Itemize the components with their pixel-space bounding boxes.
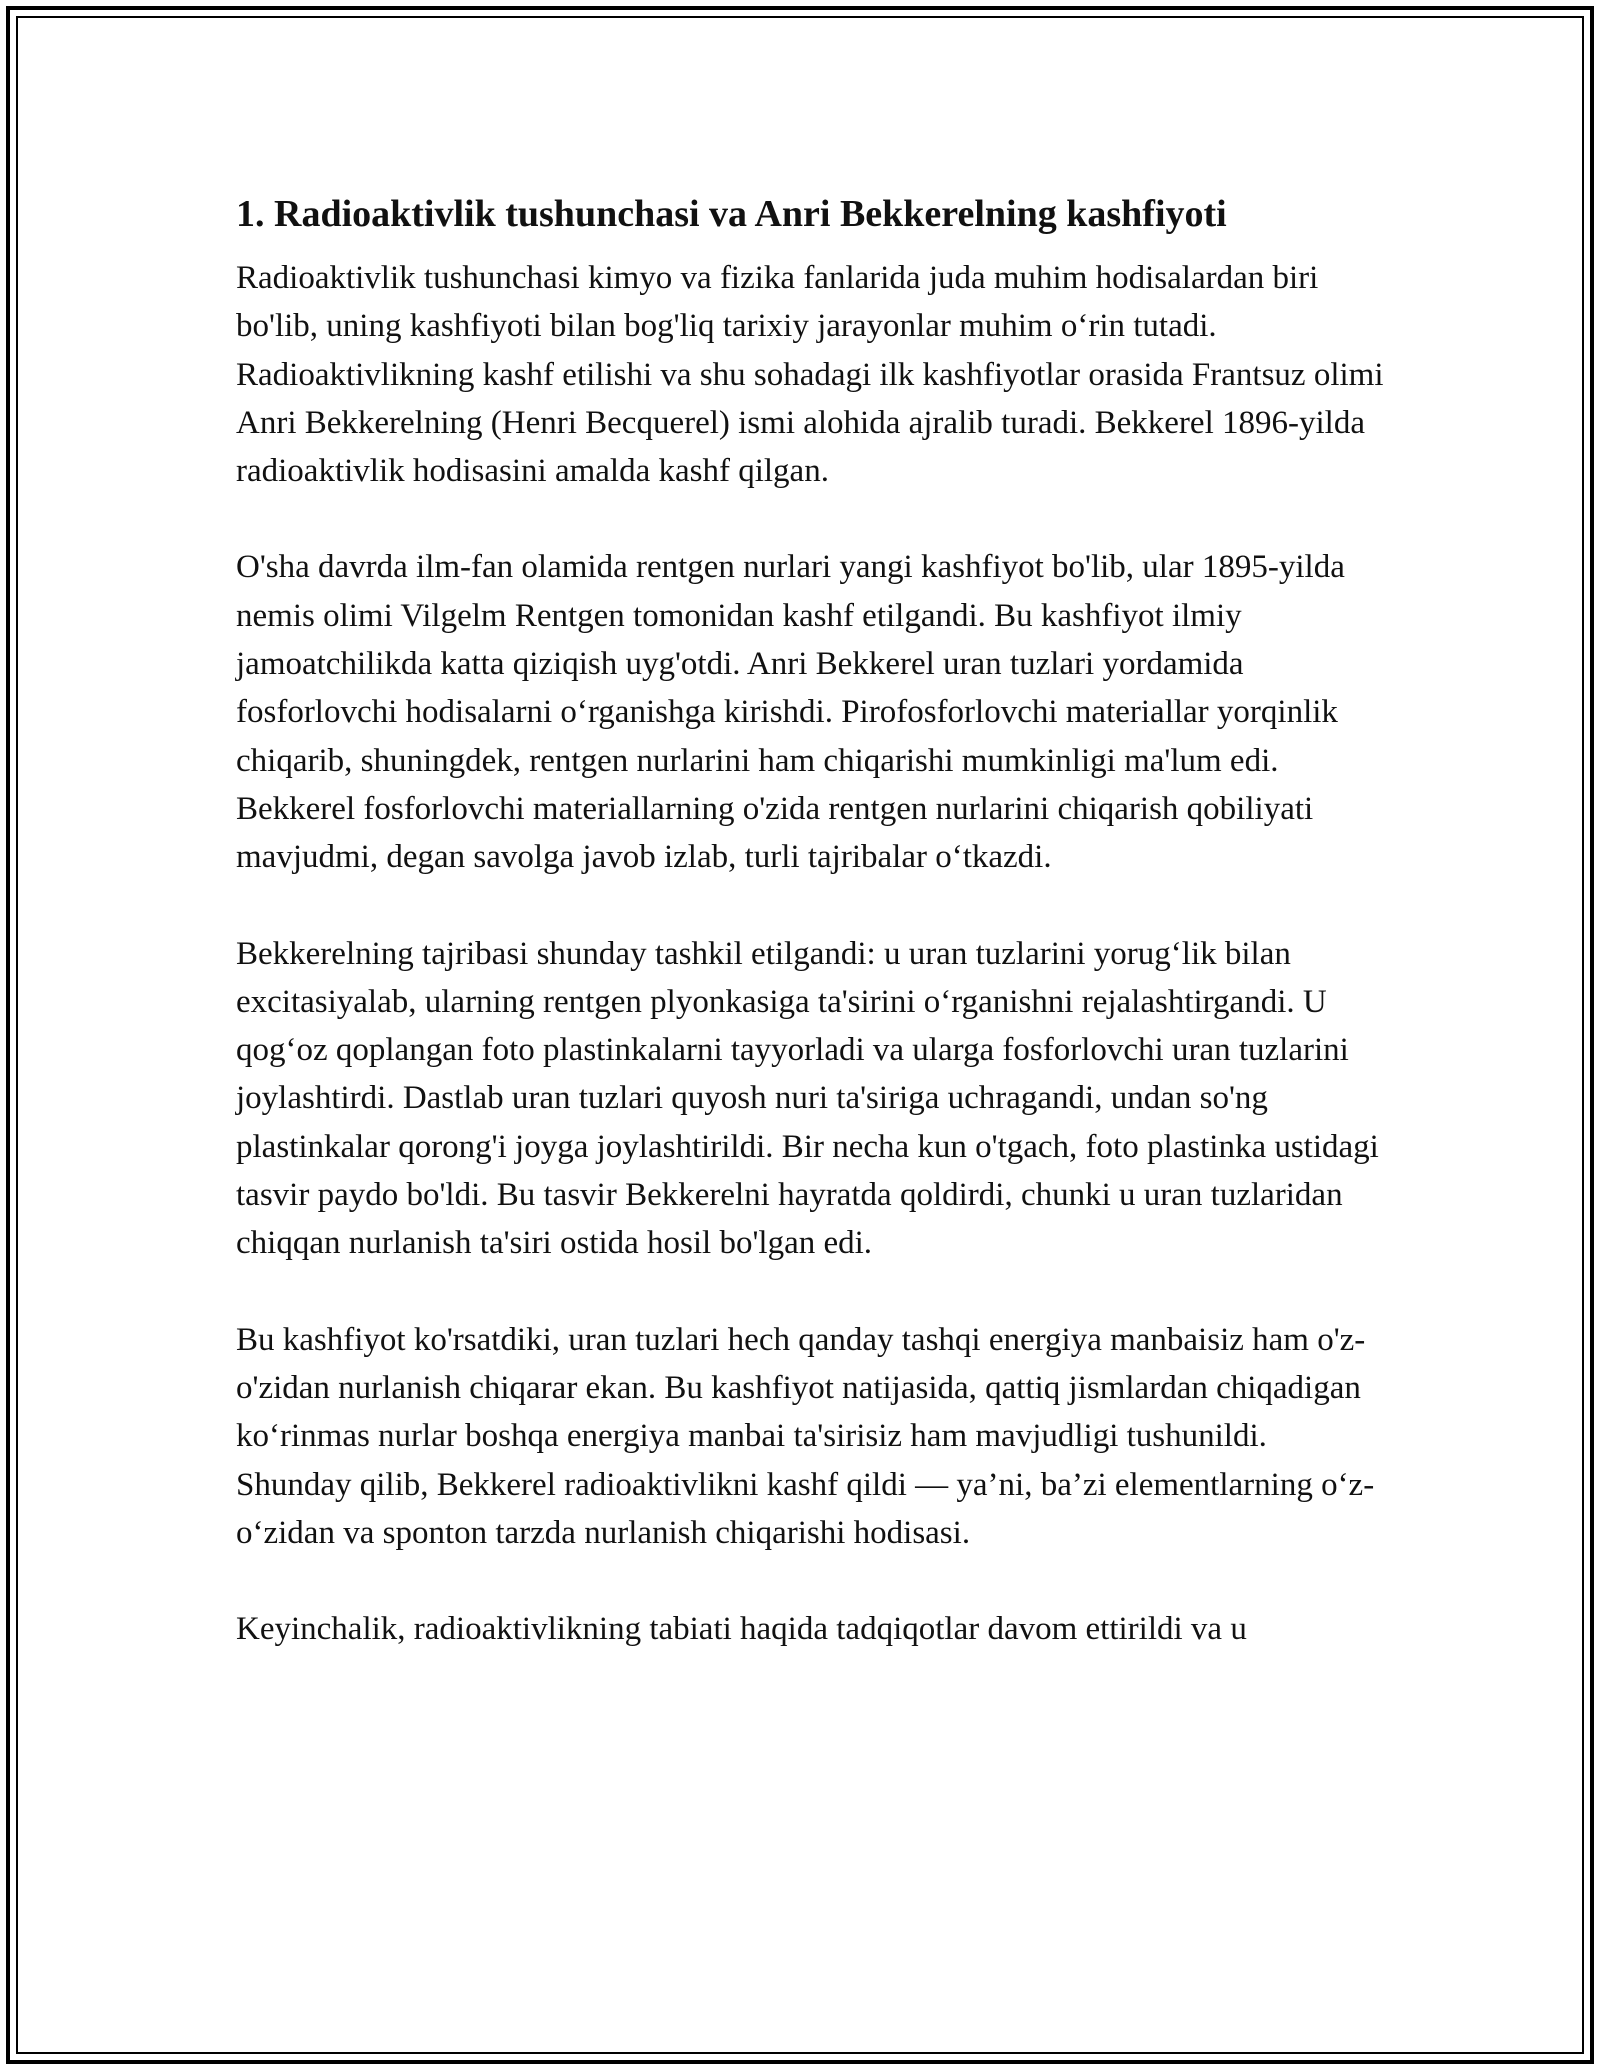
section-heading: 1. Radioaktivlik tushunchasi va Anri Bekkerelning kashfiyoti: [236, 193, 1227, 235]
paragraph-4: Bu kashfiyot ko'rsatdiki, uran tuzlari hech qanday tashqi energiya manbaisiz ham o'z-o'zidan nurlanish chiqarar ekan. Bu kashfiyot natijasida, qattiq jismlardan chiqadigan ko‘rinmas nurlar boshqa energiya manbai ta'sirisiz ham mavjudligi tushunildi. Shunday qilib, Bekkerel radioaktivlikni kashf qildi — ya’ni, ba’zi elementlarning o‘z-o‘zidan va sponton tarzda nurlanish chiqarishi hodisasi.: [236, 1321, 1375, 1551]
document-body: [236, 186, 1386, 1701]
paragraph-3: Bekkerelning tajribasi shunday tashkil etilgandi: u uran tuzlarini yorug‘lik bilan excitasiyalab, ularning rentgen plyonkasiga ta'sirini o‘rganishni rejalashtirgandi. U qog‘oz qoplangan foto plastinkalarni tayyorladi va ularga fosforlovchi uran tuzlarini joylashtirdi. Dastlab uran tuzlari quyosh nuri ta'siriga uchragandi, undan so'ng plastinkalar qorong'i joyga joylashtirildi. Bir necha kun o'tgach, foto plastinka ustidagi tasvir paydo bo'ldi. Bu tasvir Bekkerelni hayratda qoldirdi, chunki u uran tuzlaridan chiqqan nurlanish ta'siri ostida hosil bo'lgan edi.: [236, 935, 1379, 1262]
paragraph-1: Radioaktivlik tushunchasi kimyo va fizika fanlarida juda muhim hodisalardan biri bo'lib, uning kashfiyoti bilan bog'liq tarixiy jarayonlar muhim o‘rin tutadi. Radioaktivlikning kashf etilishi va shu sohadagi ilk kashfiyotlar orasida Frantsuz olimi Anri Bekkerelning (Henri Becquerel) ismi alohida ajralib turadi. Bekkerel 1896-yilda radioaktivlik hodisasini amalda kashf qilgan.: [236, 260, 1384, 490]
paragraph-2: O'sha davrda ilm-fan olamida rentgen nurlari yangi kashfiyot bo'lib, ular 1895-yilda nemis olimi Vilgelm Rentgen tomonidan kashf etilgandi. Bu kashfiyot ilmiy jamoatchilikda katta qiziqish uyg'otdi. Anri Bekkerel uran tuzlari yordamida fosforlovchi hodisalarni o‘rganishga kirishdi. Pirofosforlovchi materiallar yorqinlik chiqarib, shuningdek, rentgen nurlarini ham chiqarishi mumkinligi ma'lum edi. Bekkerel fosforlovchi materiallarning o'zida rentgen nurlarini chiqarish qobiliyati mavjudmi, degan savolga javob izlab, turli tajribalar o‘tkazdi.: [236, 549, 1345, 876]
paragraph-5: Keyinchalik, radioaktivlikning tabiati haqida tadqiqotlar davom ettirildi va u: [236, 1611, 1247, 1648]
